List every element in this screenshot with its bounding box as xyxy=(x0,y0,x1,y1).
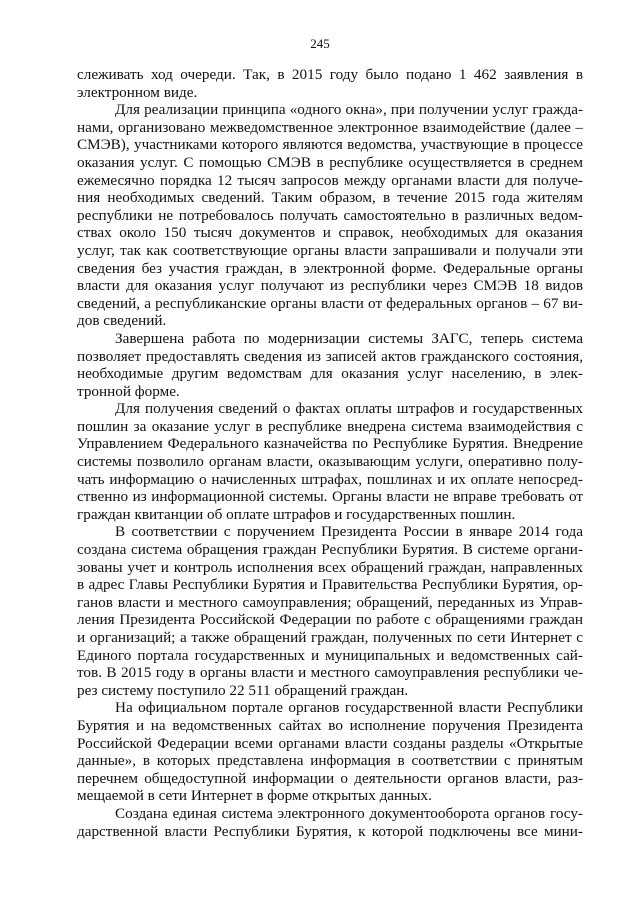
text-line: позволяет предоставлять сведения из записей актов гражданского состояния, xyxy=(77,347,583,365)
text-line: дов сведений. xyxy=(77,312,167,330)
text-line: перечнем общедоступной информации о деятельности органов власти, раз- xyxy=(77,769,583,787)
text-line: необходимые другим ведомствам для оказания услуг населению, в элек- xyxy=(77,365,583,383)
text-line: тов. В 2015 году в органы власти и местного самоуправления республики че- xyxy=(77,664,583,682)
text-line: ления Президента Российской Федерации по работе с обращениями граждан xyxy=(77,611,583,629)
text-line: тронной форме. xyxy=(77,382,180,400)
text-line: ственно из информационной системы. Органы власти не вправе требовать от xyxy=(77,488,583,506)
text-line: ния необходимых сведений. Таким образом, в течение 2015 года жителям xyxy=(77,189,583,207)
text-line: пошлин за оказание услуг в республике внедрена система взаимодействия с xyxy=(77,417,583,435)
text-line: власти для оказания услуг получают из республики через СМЭВ 18 видов xyxy=(77,277,583,295)
text-line: ствах около 150 тысяч документов и справок, необходимых для оказания xyxy=(77,224,583,242)
paragraph-first-line: В соответствии с поручением Президента России в январе 2014 года xyxy=(115,523,583,541)
text-line: республики не потребовалось получать самостоятельно в различных ведом- xyxy=(77,206,583,224)
paragraph-first-line: Создана единая система электронного документооборота органов госу- xyxy=(115,804,583,822)
text-line: Бурятия и на ведомственных сайтах во исполнение поручения Президента xyxy=(77,716,583,734)
text-line: дарственной власти Республики Бурятия, к которой подключены все мини- xyxy=(77,822,583,840)
text-line: оказания услуг. С помощью СМЭВ в республике осуществляется в среднем xyxy=(77,153,583,171)
text-line: сведения без участия граждан, в электронной форме. Федеральные органы xyxy=(77,259,583,277)
text-line: ганов власти и местного самоуправления; обращений, переданных из Управ- xyxy=(77,593,583,611)
paragraph-first-line: Для реализации принципа «одного окна», при получении услуг гражда- xyxy=(115,101,583,119)
page-number: 245 xyxy=(310,36,330,51)
text-line: граждан квитанции об оплате штрафов и государственных пошлин. xyxy=(77,505,516,523)
text-line: и организаций; а также обращений граждан, полученных по сети Интернет с xyxy=(77,629,583,646)
text-line: СМЭВ), участниками которого являются ведомства, участвующие в процессе xyxy=(77,136,583,154)
body-text xyxy=(77,66,583,840)
text-line: слеживать ход очереди. Так, в 2015 году было подано 1 462 заявления в xyxy=(77,66,583,83)
text-line: сведений, а республиканские органы власти от федеральных органов – 67 ви- xyxy=(77,294,583,312)
text-line: нами, организовано межведомственное электронное взаимодействие (далее – xyxy=(77,118,583,136)
text-line: зованы учет и контроль исполнения всех обращений граждан, направленных xyxy=(77,558,583,576)
paragraph-first-line: На официальном портале органов государственной власти Республики xyxy=(115,699,583,717)
text-line: Российской Федерации всеми органами власти созданы разделы «Открытые xyxy=(77,734,583,752)
text-line: чать информацию о начисленных штрафах, пошлинах и их оплате непосред- xyxy=(77,470,583,488)
text-line: ежемесячно порядка 12 тысяч запросов между органами власти для получе- xyxy=(77,171,583,189)
text-line: электронном виде. xyxy=(77,83,198,101)
text-line: в адрес Главы Республики Бурятия и Правительства Республики Бурятия, ор- xyxy=(77,576,583,594)
text-line: создана система обращения граждан Республики Бурятия. В системе органи- xyxy=(77,541,583,559)
paragraph-first-line: Завершена работа по модернизации системы ЗАГС, теперь система xyxy=(115,329,583,347)
text-line: Единого портала государственных и муниципальных и ведомственных сай- xyxy=(77,646,583,664)
text-line: Управлением Федерального казначейства по Республике Бурятия. Внедрение xyxy=(77,435,583,453)
text-line: мещаемой в сети Интернет в форме открытых данных. xyxy=(77,787,432,805)
paragraph-first-line: Для получения сведений о фактах оплаты штрафов и государственных xyxy=(115,400,583,418)
text-line: услуг, так как соответствующие органы власти запрашивали и получали эти xyxy=(77,241,583,259)
text-line: системы позволило органам власти, оказывающим услуги, оперативно полу- xyxy=(77,453,583,471)
text-line: рез систему поступило 22 511 обращений граждан. xyxy=(77,681,409,699)
text-line: данные», в которых представлена информация в соответствии с принятым xyxy=(77,752,583,770)
